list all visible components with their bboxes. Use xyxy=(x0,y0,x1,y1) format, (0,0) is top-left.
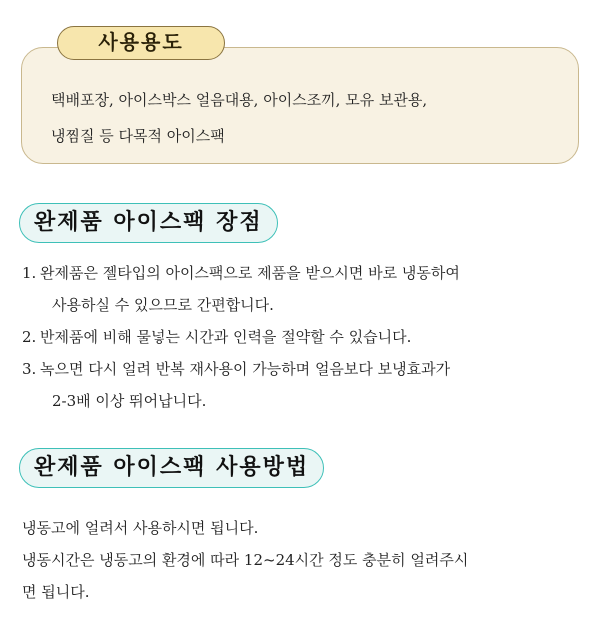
advantages-title: 완제품 아이스팩 장점 xyxy=(19,203,278,243)
usage-text-line-2: 냉찜질 등 다목적 아이스팩 xyxy=(51,127,225,145)
method-line-3: 면 됩니다. xyxy=(22,583,90,601)
advantage-line: 반제품에 비해 물넣는 시간과 인력을 절약할 수 있습니다. xyxy=(40,328,412,346)
advantages-list xyxy=(22,257,590,417)
usage-title: 사용용도 xyxy=(57,26,225,60)
advantage-item-2 xyxy=(22,321,590,353)
method-line-1: 냉동고에 얼려서 사용하시면 됩니다. xyxy=(22,519,259,537)
advantage-line: 2-3배 이상 뛰어납니다. xyxy=(52,392,207,410)
advantage-line: 완제품은 젤타입의 아이스팩으로 제품을 받으시면 바로 냉동하여 xyxy=(40,264,460,282)
advantage-line: 사용하실 수 있으므로 간편합니다. xyxy=(52,296,274,314)
advantage-item-1 xyxy=(22,257,590,321)
advantage-item-3 xyxy=(22,353,590,417)
advantage-number: 2. xyxy=(22,328,37,346)
usage-text-line-1: 택배포장, 아이스박스 얼음대용, 아이스조끼, 모유 보관용, xyxy=(51,91,428,109)
method-line-2: 냉동시간은 냉동고의 환경에 따라 12~24시간 정도 충분히 얼려주시 xyxy=(22,551,469,569)
method-text xyxy=(22,512,592,608)
advantage-number: 1. xyxy=(22,264,37,282)
advantage-line: 녹으면 다시 얼려 반복 재사용이 가능하며 얼음보다 보냉효과가 xyxy=(40,360,451,378)
advantage-number: 3. xyxy=(22,360,37,378)
method-title: 완제품 아이스팩 사용방법 xyxy=(19,448,324,488)
